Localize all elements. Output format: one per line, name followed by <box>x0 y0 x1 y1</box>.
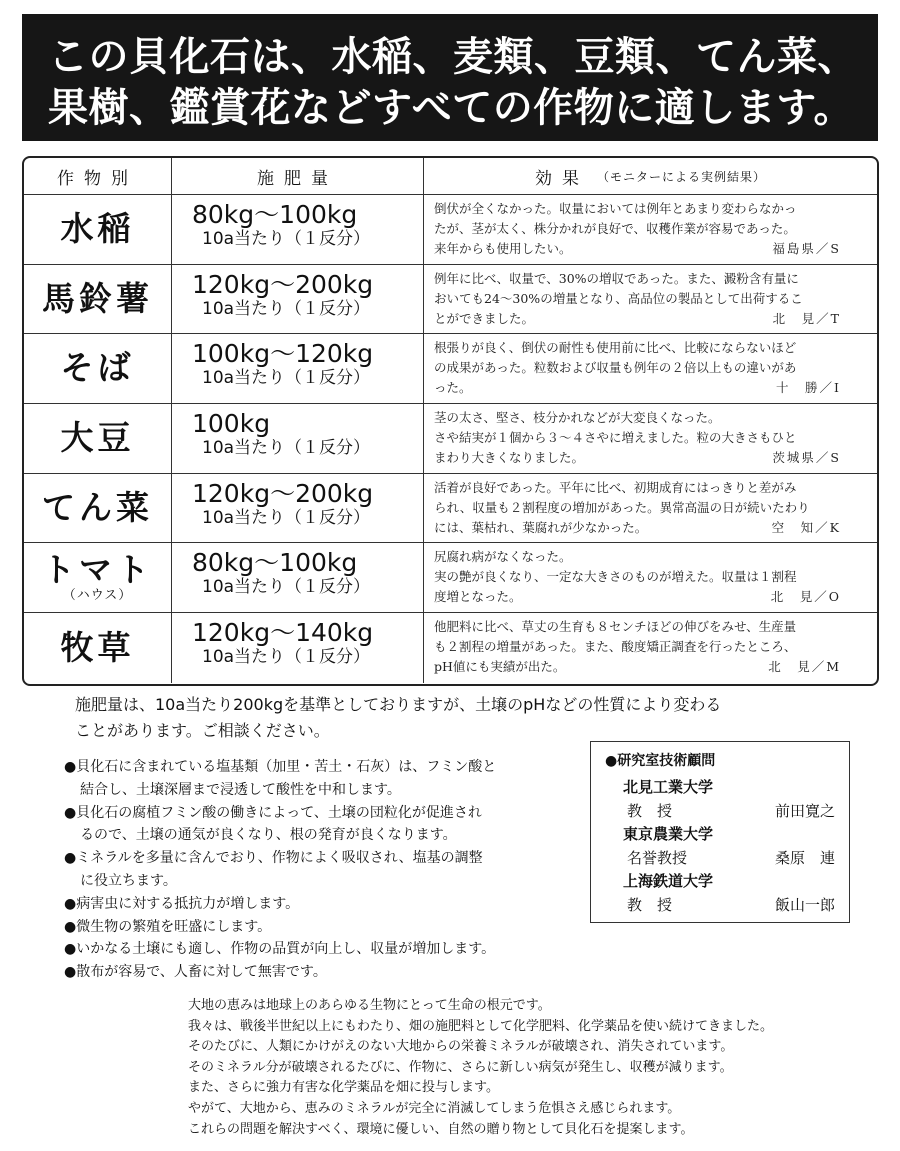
effect-line: まわり大きくなりました。 <box>434 450 585 466</box>
effect-line: おいても24〜30%の増量となり、高品位の製品として出荷するこ <box>434 290 803 306</box>
table-header <box>24 158 877 195</box>
effect-source: 北 見／M <box>768 659 841 675</box>
effect-line: さや結実が１個から３〜４さやに増えました。粒の大きさもひと <box>434 430 797 446</box>
advisor-university: 東京農業大学 <box>623 825 714 843</box>
effect-source: 空 知／K <box>771 519 841 535</box>
application-note <box>75 692 835 744</box>
prose-line: そのミネラル分が破壊されるたびに、作物に、さらに新しい病気が発生し、収穫が減ります。 <box>188 1059 733 1075</box>
effect-source: 福島県／S <box>772 241 841 256</box>
headline-line-2: 果樹、鑑賞花などすべての作物に適します。 <box>48 85 854 131</box>
effect-line: 根張りが良く、倒伏の耐性も使用前に比べ、比較にならないほど <box>434 340 797 356</box>
advisor-name: 飯山一郎 <box>774 896 835 914</box>
effect-line: の成果があった。粒数および収量も例年の２倍以上もの違いがあ <box>434 360 797 376</box>
effect-line: には、葉枯れ、葉腐れが少なかった。 <box>434 519 648 535</box>
table-row <box>24 195 877 265</box>
amount-per-area: 10a当たり（１反分） <box>202 577 371 598</box>
crop-name: そば <box>60 348 135 388</box>
effect-source: 北 見／T <box>772 310 841 326</box>
advisors-box <box>590 741 850 923</box>
prose-line: また、さらに強力有害な化学薬品を畑に投与します。 <box>188 1080 499 1096</box>
headline-banner <box>22 14 878 141</box>
crop-cell <box>24 334 172 403</box>
amount-cell <box>172 265 424 334</box>
crop-cell <box>24 404 172 473</box>
benefit-item: ●散布が容易で、人畜に対して無害です。 <box>64 964 327 981</box>
effect-line: 茎の太さ、堅さ、枝分かれなどが大変良くなった。 <box>434 410 721 426</box>
amount-per-area: 10a当たり（１反分） <box>202 368 371 389</box>
effect-line: 実の艶が良くなり、一定な大きさのものが増えた。収量は１割程 <box>434 569 797 585</box>
closing-text <box>188 996 878 1140</box>
amount-value: 100kg <box>192 409 271 439</box>
effect-line: 例年に比べ、収量で、30%の増収であった。また、澱粉含有量に <box>434 270 799 286</box>
crop-name: 大豆 <box>60 418 135 458</box>
benefit-item: ●いかなる土壌にも適し、作物の品質が向上し、収量が増加します。 <box>64 941 496 958</box>
amount-cell <box>172 334 424 403</box>
amount-cell <box>172 543 424 612</box>
advisor-person <box>605 893 835 917</box>
amount-per-area: 10a当たり（１反分） <box>202 438 371 459</box>
header-effect-cell <box>424 158 877 194</box>
effect-source: 北 見／O <box>770 589 841 605</box>
amount-cell <box>172 474 424 543</box>
effect-cell <box>424 404 877 473</box>
advisors-title: ●研究室技術顧問 <box>605 753 716 769</box>
crop-name: てん菜 <box>42 487 153 527</box>
table-row <box>24 613 877 683</box>
amount-cell <box>172 613 424 683</box>
effect-last-line <box>434 378 869 398</box>
effect-cell <box>424 265 877 334</box>
effect-line: られ、収量も２割程度の増加があった。異常高温の日が続いたわり <box>434 499 810 515</box>
fertilizer-table <box>22 156 879 686</box>
benefit-item: 結合し、土壌深層まで浸透して酸性を中和します。 <box>80 781 401 798</box>
effect-cell <box>424 195 877 264</box>
amount-value: 80kg〜100kg <box>192 200 358 229</box>
effect-line: った。 <box>434 380 472 396</box>
amount-value: 80kg〜100kg <box>192 548 358 578</box>
advisor-person <box>605 846 835 870</box>
advisor-person <box>605 799 835 823</box>
table-row <box>24 265 877 335</box>
advisor-university: 北見工業大学 <box>623 778 714 796</box>
header-effect-note: （モニターによる実例結果） <box>596 169 766 184</box>
advisor-role: 教 授 <box>627 896 673 914</box>
header-crop: 作物別 <box>24 158 172 194</box>
crop-name: 牧草 <box>60 627 135 667</box>
effect-cell <box>424 543 877 612</box>
effect-last-line <box>434 239 869 259</box>
crop-subtitle: （ハウス） <box>62 587 133 603</box>
benefit-item: ●貝化石に含まれている塩基類（加里・苦土・石灰）は、フミン酸と <box>64 759 497 775</box>
crop-cell <box>24 543 172 612</box>
crop-cell <box>24 613 172 683</box>
advisor-university: 上海鉄道大学 <box>623 872 714 890</box>
effect-line: 来年からも使用したい。 <box>434 241 572 256</box>
effect-line: pH値にも実績が出た。 <box>434 659 566 675</box>
effect-line: 尻腐れ病がなくなった。 <box>434 549 572 565</box>
table-row <box>24 543 877 613</box>
crop-name: 水稲 <box>60 209 135 249</box>
table-body <box>24 195 877 683</box>
effect-line: も２割程の増量があった。また、酸度矯正調査を行ったところ、 <box>434 639 797 655</box>
effect-line: たが、茎が太く、株分かれが良好で、収穫作業が容易であった。 <box>434 221 796 236</box>
note-line: 施肥量は、10a当たり200kgを基準としておりますが、土壌のpHなどの性質により変わる <box>75 695 722 714</box>
benefit-list <box>64 756 564 984</box>
table-row <box>24 404 877 474</box>
amount-value: 120kg〜140kg <box>192 618 374 648</box>
header-amount: 施肥量 <box>172 158 424 194</box>
crop-name: 馬鈴薯 <box>42 278 153 318</box>
effect-line: 活着が良好であった。平年に比べ、初期成育にはっきりと差がみ <box>434 479 797 495</box>
amount-per-area: 10a当たり（１反分） <box>202 298 371 319</box>
benefit-item: ●病害虫に対する抵抗力が増します。 <box>64 895 300 912</box>
prose-line: やがて、大地から、恵みのミネラルが完全に消滅してしまう危惧さえ感じられます。 <box>188 1100 681 1116</box>
crop-cell <box>24 195 172 264</box>
amount-cell <box>172 404 424 473</box>
benefit-item: に役立ちます。 <box>80 872 177 889</box>
prose-line: 我々は、戦後半世紀以上にもわたり、畑の施肥料として化学肥料、化学薬品を使い続けてきました。 <box>188 1018 774 1034</box>
amount-value: 120kg〜200kg <box>192 478 374 508</box>
advisors-list <box>605 776 835 917</box>
amount-value: 100kg〜120kg <box>192 339 374 369</box>
effect-last-line <box>434 518 869 538</box>
benefit-item: るので、土壌の通気が良くなり、根の発育が良くなります。 <box>80 827 457 844</box>
effect-last-line <box>434 587 869 607</box>
effect-line: 度増となった。 <box>434 589 522 605</box>
crop-cell <box>24 265 172 334</box>
advisor-name: 前田寛之 <box>774 802 835 820</box>
benefit-item: ●ミネラルを多量に含んでおり、作物によく吸収され、塩基の調整 <box>64 850 483 867</box>
amount-per-area: 10a当たり（１反分） <box>202 507 371 528</box>
effect-source: 十 勝／I <box>776 380 841 396</box>
benefit-item: ●貝化石の腐植フミン酸の働きによって、土壌の団粒化が促進され <box>64 804 482 821</box>
advisor-role: 名誉教授 <box>627 849 688 867</box>
note-line: ことがあります。ご相談ください。 <box>75 721 330 740</box>
amount-value: 120kg〜200kg <box>192 269 374 299</box>
header-effect: 効果 <box>534 168 589 189</box>
effect-cell <box>424 334 877 403</box>
effect-line: とができました。 <box>434 310 535 326</box>
effect-line: 倒伏が全くなかった。収量においては例年とあまり変わらなかっ <box>434 201 797 216</box>
effect-source: 茨城県／S <box>772 450 841 466</box>
advisor-name: 桑原 連 <box>774 849 835 867</box>
effect-last-line <box>434 448 869 468</box>
advisor-role: 教 授 <box>627 802 673 820</box>
amount-cell <box>172 195 424 264</box>
prose-line: そのたびに、人類にかけがえのない大地からの栄養ミネラルが破壊され、消失されています。 <box>188 1039 734 1055</box>
crop-name: トマト <box>42 550 153 590</box>
headline-line-1: この貝化石は、水稲、麦類、豆類、てん菜、 <box>48 34 858 80</box>
effect-line: 他肥料に比べ、草丈の生育も８センチほどの伸びをみせ、生産量 <box>434 619 797 635</box>
amount-per-area: 10a当たり（１反分） <box>202 647 371 668</box>
benefit-item: ●微生物の繁殖を旺盛にします。 <box>64 918 272 935</box>
crop-cell <box>24 474 172 543</box>
prose-line: これらの問題を解決すべく、環境に優しい、自然の贈り物として貝化石を提案します。 <box>188 1121 694 1137</box>
effect-last-line <box>434 657 869 677</box>
table-row <box>24 334 877 404</box>
effect-cell <box>424 613 877 683</box>
amount-per-area: 10a当たり（１反分） <box>202 229 371 249</box>
table-row <box>24 474 877 544</box>
effect-cell <box>424 474 877 543</box>
effect-last-line <box>434 309 869 329</box>
prose-line: 大地の恵みは地球上のあらゆる生物にとって生命の根元です。 <box>188 998 551 1013</box>
